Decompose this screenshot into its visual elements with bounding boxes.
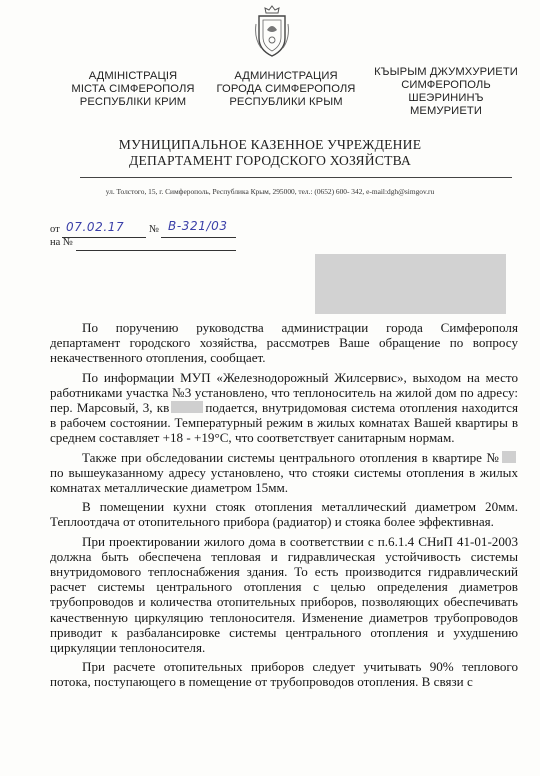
- ref-number-handwritten: В-321/03: [168, 219, 228, 233]
- redacted-apartment: [171, 401, 203, 413]
- ref-number-line: [161, 237, 236, 238]
- header-line: КЪЫРЫМ ДЖУМХУРИЕТИ: [374, 66, 518, 78]
- ref-on-label: на №: [50, 237, 73, 248]
- body-text-span: по вышеуказанному адресу установлено, что стояки системы отопления в жилых комнатах металлические диаметром 15мм.: [50, 464, 518, 496]
- crimea-emblem-icon: [253, 4, 291, 58]
- org-address: ул. Толстого, 15, г. Симферополь, Республика Крым, 295000, тел.: (0652) 600- 342, e-mail:dgh@simgov.ru: [105, 187, 435, 196]
- ref-date-line: [62, 237, 146, 238]
- body-paragraph: В помещении кухни стояк отопления металлический диаметром 20мм. Теплоотдача от отопительного прибора (радиатор) и стояка более эффективная.: [50, 499, 518, 530]
- header-russian: [196, 70, 376, 109]
- header-line: АДМІНІСТРАЦІЯ: [88, 70, 178, 82]
- ref-from-label: от: [50, 224, 60, 235]
- ref-date-handwritten: 07.02.17: [66, 220, 125, 234]
- header-line: ШЕЭРИНИНЪ: [408, 92, 484, 104]
- org-title-line2: ДЕПАРТАМЕНТ ГОРОДСКОГО ХОЗЯЙСТВА: [128, 153, 412, 168]
- body-paragraph: При проектировании жилого дома в соответствии с п.6.1.4 СНиП 41-01-2003 должна быть обеспечена тепловая и гидравлическая устойчивость системы внутридомового теплоснабжения здания. То есть производится гидравлический расчет системы центрального отопления с целью определения диаметров трубопроводов и количества отопительных приборов, позволяющих обеспечивать качественную циркуляцию теплоносителя. Изменение диаметров трубопроводов приводит к разбалансировке системы центрального отопления и ухудшению циркуляции теплоносителя.: [50, 533, 518, 656]
- header-line: РЕСПУБЛІКИ КРИМ: [79, 96, 187, 108]
- header-ukrainian: [48, 70, 218, 109]
- body-text-span: Также при обследовании системы центрального отопления в квартире №: [82, 449, 500, 465]
- header-line: МІСТА СІМФЕРОПОЛЯ: [71, 83, 195, 95]
- redacted-addressee: [315, 254, 506, 314]
- header-line: АДМИНИСТРАЦИЯ: [234, 70, 338, 82]
- header-line: СИМФЕРОПОЛЬ: [401, 79, 491, 91]
- body-text-span: По информации МУП «Железнодорожный Жилсервис», выходом на место работниками участка №3 установлено, что теплоноситель на жилой дом по адресу: пер. Марсовый, 3, кв: [50, 369, 518, 416]
- letter-body: [50, 320, 518, 694]
- header-line: МЕМУРИЕТИ: [410, 105, 482, 117]
- header-divider: [80, 177, 512, 178]
- header-crimean-tatar: [356, 66, 536, 118]
- ref-on-line: [76, 250, 236, 251]
- redacted-apartment: [502, 451, 516, 463]
- header-line: РЕСПУБЛИКИ КРЫМ: [229, 96, 343, 108]
- body-paragraph: [50, 370, 518, 446]
- org-title-line1: МУНИЦИПАЛЬНОЕ КАЗЕННОЕ УЧРЕЖДЕНИЕ: [118, 137, 422, 152]
- body-paragraph: При расчете отопительных приборов следует учитывать 90% теплового потока, поступающего в помещение от трубопроводов отопления. В связи с: [50, 659, 518, 690]
- ref-no-label: №: [149, 224, 160, 235]
- header-line: ГОРОДА СИМФЕРОПОЛЯ: [216, 83, 356, 95]
- body-paragraph: [50, 450, 518, 496]
- body-text-span: подается, внутридомовая система отопления находится в рабочем состоянии. Температурный режим в жилых комнатах Вашей квартиры в среднем составляет +18 - +19°С, что соответствует санитарным нормам.: [50, 400, 519, 446]
- body-paragraph: По поручению руководства администрации города Симферополя департамент городского хозяйства, рассмотрев Ваше обращение по вопросу некачественного отопления, сообщает.: [50, 320, 518, 366]
